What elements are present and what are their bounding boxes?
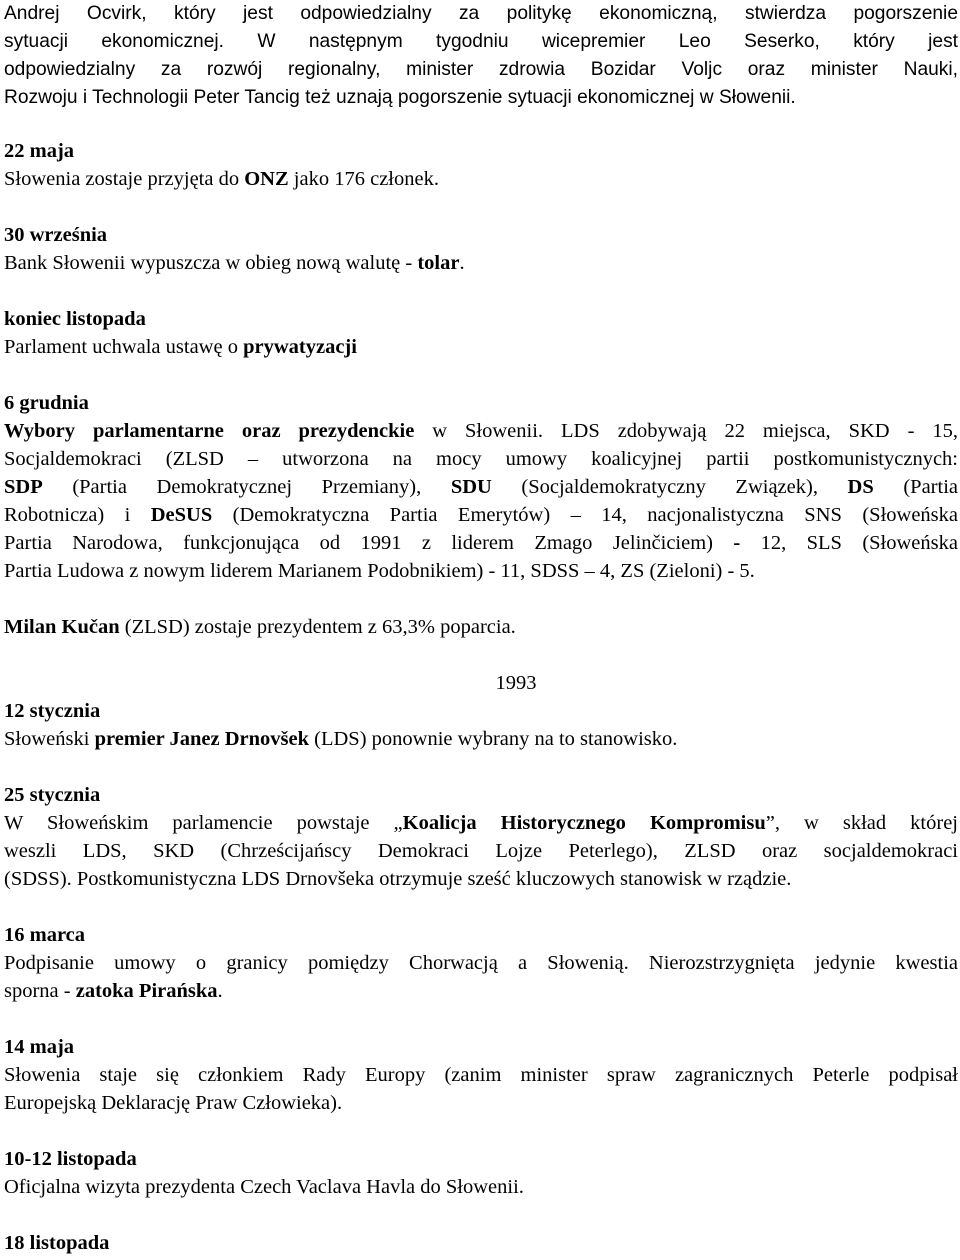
entry-text: Słoweński premier Janez Drnovšek (LDS) ponownie wybrany na to stanowisko. [4,728,678,750]
entry-date: 18 listopada [4,1232,110,1254]
entry-text-line: Wybory parlamentarne oraz prezydenckie w Słowenii. LDS zdobywają 22 miejsca, SKD - 15, [4,420,958,442]
entry-text-line: Słowenia staje się członkiem Rady Europy (zanim minister spraw zagranicznych Peterle podpisał [4,1064,958,1086]
entry-date: 16 marca [4,924,86,946]
entry-10-12-listopada [4,1145,958,1201]
entry-text-line: W Słoweńskim parlamencie powstaje „Koalicja Historycznego Kompromisu”, w skład której [4,812,958,834]
entry-date: 12 stycznia [4,700,101,722]
entry-6-grudnia [4,389,958,585]
entry-25-stycznia [4,781,958,893]
intro-line-4: Rozwoju i Technologii Peter Tancig też uznają pogorszenie sytuacji ekonomicznej w Słowenii. [4,87,796,108]
year-1993: 1993 [495,672,537,694]
entry-14-maja [4,1033,958,1117]
intro-line-3: odpowiedzialny za rozwój regionalny, minister zdrowia Bozidar Voljc oraz minister Nauki, [4,59,958,80]
entry-date: 30 września [4,224,108,246]
entry-date: koniec listopada [4,308,146,330]
entry-12-stycznia [4,697,958,753]
entry-text: Bank Słowenii wypuszcza w obieg nową walutę - tolar. [4,252,465,274]
intro-paragraph [4,0,958,112]
entry-text-line: Socjaldemokraci (ZLSD – utworzona na mocy umowy koalicyjnej partii postkomunistycznych: [4,448,958,470]
entry-text: Milan Kučan (ZLSD) zostaje prezydentem z 63,3% poparcia. [4,616,516,638]
entry-date: 25 stycznia [4,784,101,806]
intro-line-1: Andrej Ocvirk, który jest odpowiedzialny za politykę ekonomiczną, stwierdza pogorszenie [4,3,958,24]
entry-16-marca [4,921,958,1005]
entry-date: 22 maja [4,140,75,162]
entry-text-line: Podpisanie umowy o granicy pomiędzy Chorwacją a Słowenią. Nierozstrzygnięta jedynie kwestia [4,952,958,974]
entry-text-line: (SDSS). Postkomunistyczna LDS Drnovšeka otrzymuje sześć kluczowych stanowisk w rządzie. [4,868,792,890]
entry-koniec-listopada [4,305,958,361]
entry-18-listopada [4,1229,958,1257]
entry-text-line: Partia Narodowa, funkcjonująca od 1991 z liderem Zmago Jelinčiciem) - 12, SLS (Słoweńska [4,532,958,554]
entry-text-line: sporna - zatoka Pirańska. [4,980,223,1002]
entry-date: 6 grudnia [4,392,89,414]
entry-text-line: SDP (Partia Demokratycznej Przemiany), SDU (Socjaldemokratyczny Związek), DS (Partia [4,476,958,498]
entry-text: Słowenia zostaje przyjęta do ONZ jako 176 członek. [4,168,439,190]
entry-text-line: weszli LDS, SKD (Chrześcijańscy Demokraci Lojze Peterlego), ZLSD oraz socjaldemokraci [4,840,958,862]
year-heading [4,669,958,697]
entry-kucan [4,613,958,641]
entry-text-line: Partia Ludowa z nowym liderem Marianem Podobnikiem) - 11, SDSS – 4, ZS (Zieloni) - 5. [4,560,755,582]
entry-text-line: Robotnicza) i DeSUS (Demokratyczna Partia Emerytów) – 14, nacjonalistyczna SNS (Słoweńska [4,504,958,526]
entry-date: 10-12 listopada [4,1148,137,1170]
entry-date: 14 maja [4,1036,75,1058]
entry-text: Parlament uchwala ustawę o prywatyzacji [4,336,357,358]
entry-text-line: Europejską Deklarację Praw Człowieka). [4,1092,343,1114]
entry-30-wrzesnia [4,221,958,277]
entry-text: Oficjalna wizyta prezydenta Czech Vaclava Havla do Słowenii. [4,1176,524,1198]
intro-line-2: sytuacji ekonomicznej. W następnym tygodniu wicepremier Leo Seserko, który jest [4,31,958,52]
entry-22-maja [4,137,958,193]
